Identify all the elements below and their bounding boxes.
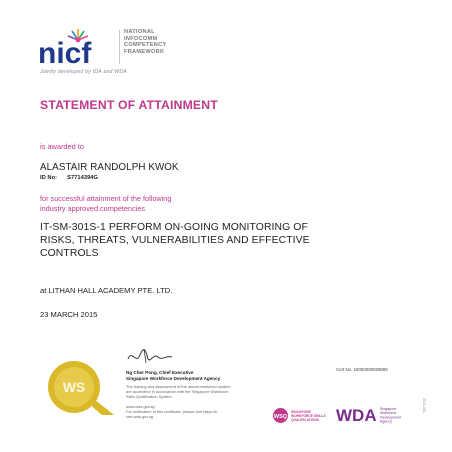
wda-logo-text: WDA	[336, 406, 377, 425]
verification-info	[126, 405, 266, 419]
success-line: industry approved competencies	[40, 203, 146, 213]
accreditation-note	[126, 385, 256, 399]
note-line: Skills Qualification System	[126, 393, 172, 399]
signer-agency: Singapore Workforce Development Agency	[126, 375, 221, 381]
wsq-logo	[272, 407, 330, 424]
competency-unit-line: IT-SM-301S-1 PERFORM ON-GOING MONITORING OF	[40, 222, 308, 233]
wda-sub-line: Singapore	[380, 407, 397, 411]
signature-icon	[126, 345, 178, 367]
wsq-sub-line: WORKFORCE SKILLS	[291, 414, 326, 418]
seal-text: WS	[62, 379, 86, 395]
serial-code: SOA-001	[422, 398, 426, 413]
institution: at LITHAN HALL ACADEMY PTE. LTD.	[40, 286, 173, 295]
logo-text	[124, 29, 166, 55]
logo-text-line: COMPETENCY	[124, 42, 167, 49]
nicf-logo	[38, 27, 122, 67]
wsq-logo-text: WSQ	[273, 413, 288, 420]
certificate-number: Cert No. 15000000029990	[336, 367, 388, 372]
wda-sub-line: Development	[380, 415, 402, 420]
id-value: S7714394G	[67, 175, 99, 181]
id-row	[40, 175, 98, 181]
logo-text-line: NATIONAL	[124, 29, 155, 35]
wsq-seal	[38, 355, 118, 417]
certificate-title: STATEMENT OF ATTAINMENT	[40, 98, 218, 112]
recipient-name: ALASTAIR RANDOLPH KWOK	[40, 162, 179, 173]
signer-block	[126, 370, 220, 381]
competency-unit-line: RISKS, THREATS, VULNERABILITIES AND EFFECTIVE	[40, 234, 310, 246]
wda-sub-line: Workforce	[380, 411, 397, 416]
verification-line: For verification of this certificate, please visit https://e-	[126, 408, 219, 414]
website-link[interactable]: www.wda.gov.sg	[126, 404, 155, 409]
competency-unit-line: CONTROLS	[40, 247, 99, 259]
verification-line: cert.wda.gov.sg	[126, 413, 153, 419]
id-label: ID No:	[40, 175, 58, 181]
logo-tagline: Jointly developed by IDA and WDA	[40, 69, 127, 75]
logo-text-line: INFOCOMM	[124, 35, 158, 42]
note-line: are accredited in accordance with the Singapore Workforce	[126, 388, 229, 394]
note-line: The training and assessment of the abovementioned student	[126, 384, 231, 389]
wsq-sub-line: QUALIFICATIONS	[291, 418, 319, 422]
wda-logo	[336, 404, 414, 426]
success-statement	[40, 194, 171, 213]
logo-text-line: FRAMEWORK	[124, 48, 165, 55]
nicf-wordmark: nicf	[38, 37, 92, 67]
wda-sub-line: Agency	[380, 419, 392, 424]
awarded-label: is awarded to	[40, 142, 84, 151]
success-line: for successful attainment of the following	[40, 194, 172, 203]
signer-name: Ng Cher Pong, Chief Executive	[126, 370, 194, 375]
logo-divider	[119, 30, 120, 64]
award-date: 23 MARCH 2015	[40, 310, 98, 319]
wsq-sub-line: SINGAPORE	[291, 410, 311, 414]
competency-unit	[40, 222, 425, 260]
